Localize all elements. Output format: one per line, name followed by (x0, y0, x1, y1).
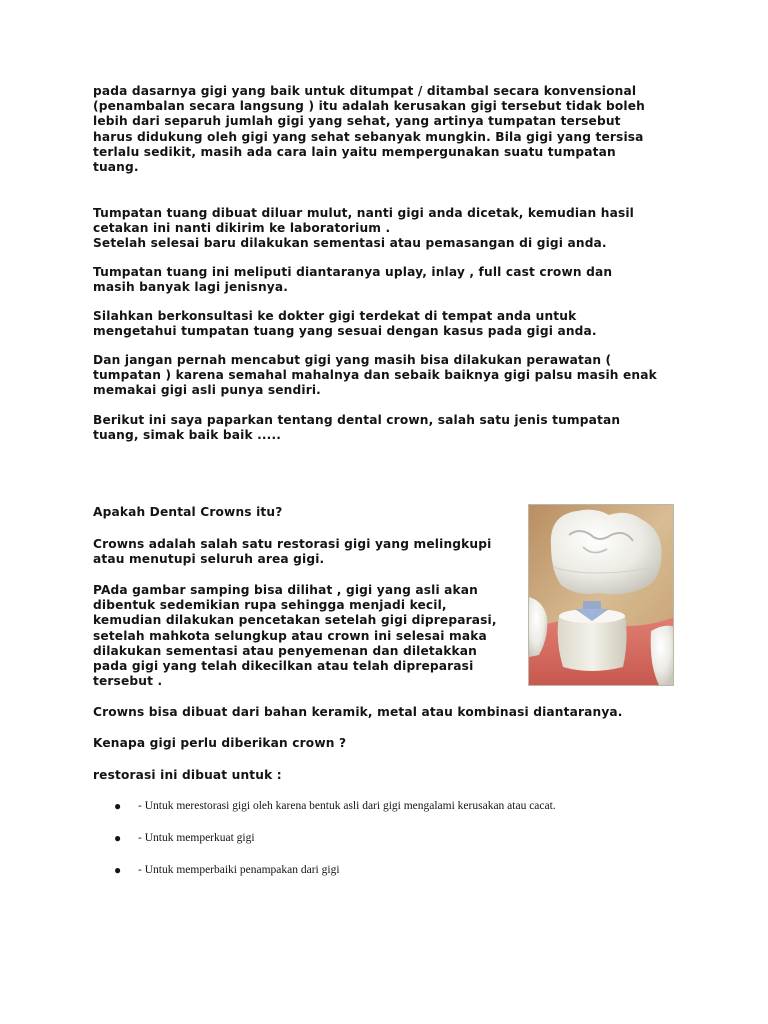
list-item-text: - Untuk memperbaiki penampakan dari gigi (138, 864, 340, 876)
list-item-text: - Untuk merestorasi gigi oleh karena bentuk asli dari gigi mengalami kerusakan atau cacat. (138, 800, 556, 812)
paragraph-berikut: Berikut ini saya paparkan tentang dental crown, salah satu jenis tumpatan tuang, simak baik baik ..... (93, 413, 621, 443)
paragraph-jenis-tumpatan: Tumpatan tuang ini meliputi diantaranya uplay, inlay , full cast crown dan masih banyak lagi jenisnya. (93, 265, 613, 295)
paragraph-why-crown: Kenapa gigi perlu diberikan crown ? (93, 736, 347, 750)
dental-crown-illustration (528, 504, 674, 686)
paragraph-crowns-definition: Crowns adalah salah satu restorasi gigi yang melingkupi atau menutupi seluruh area gigi. (93, 537, 492, 567)
paragraph-intro: pada dasarnya gigi yang baik untuk ditumpat / ditambal secara konvensional (penambalan secara langsung ) itu adalah kerusakan gigi tersebut tidak boleh lebih dari separuh jumlah gigi yang sehat, yang artinya tumpatan tersebut harus didukung oleh gigi yang sehat sebanyak mungkin. Bila gigi yang tersisa terlalu sedikit, masih ada cara lain yaitu mempergunakan suatu tumpatan tuang. (93, 84, 645, 175)
paragraph-crown-materials: Crowns bisa dibuat dari bahan keramik, metal atau kombinasi diantaranya. (93, 705, 623, 719)
paragraph-tumpatan-tuang: Tumpatan tuang dibuat diluar mulut, nanti gigi anda dicetak, kemudian hasil cetakan ini nanti dikirim ke laboratorium . Setelah selesai baru dilakukan sementasi atau pemasangan di gigi anda. (93, 206, 634, 251)
paragraph-gambar-samping: PAda gambar samping bisa dilihat , gigi yang asli akan dibentuk sedemikian rupa sehingga menjadi kecil, kemudian dilakukan pencetakan setelah gigi dipreparasi, setelah mahkota selungkup atau crown ini selesai maka dilakukan sementasi atau penyemenan dan diletakkan pada gigi yang telah dikecilkan atau telah dipreparasi tersebut . (93, 583, 497, 689)
paragraph-konsultasi: Silahkan berkonsultasi ke dokter gigi terdekat di tempat anda untuk mengetahui tumpatan tuang yang sesuai dengan kasus pada gigi anda. (93, 309, 597, 339)
bullet-icon: ● (114, 863, 122, 877)
section-heading-dental-crowns: Apakah Dental Crowns itu? (93, 505, 283, 519)
bullet-icon: ● (114, 799, 122, 813)
paragraph-jangan-mencabut: Dan jangan pernah mencabut gigi yang masih bisa dilakukan perawatan ( tumpatan ) karena semahal mahalnya dan sebaik baiknya gigi palsu masih enak memakai gigi asli punya sendiri. (93, 353, 657, 398)
paragraph-restoration-purpose: restorasi ini dibuat untuk : (93, 768, 282, 782)
list-item-text: - Untuk memperkuat gigi (138, 832, 255, 844)
bullet-icon: ● (114, 831, 122, 845)
